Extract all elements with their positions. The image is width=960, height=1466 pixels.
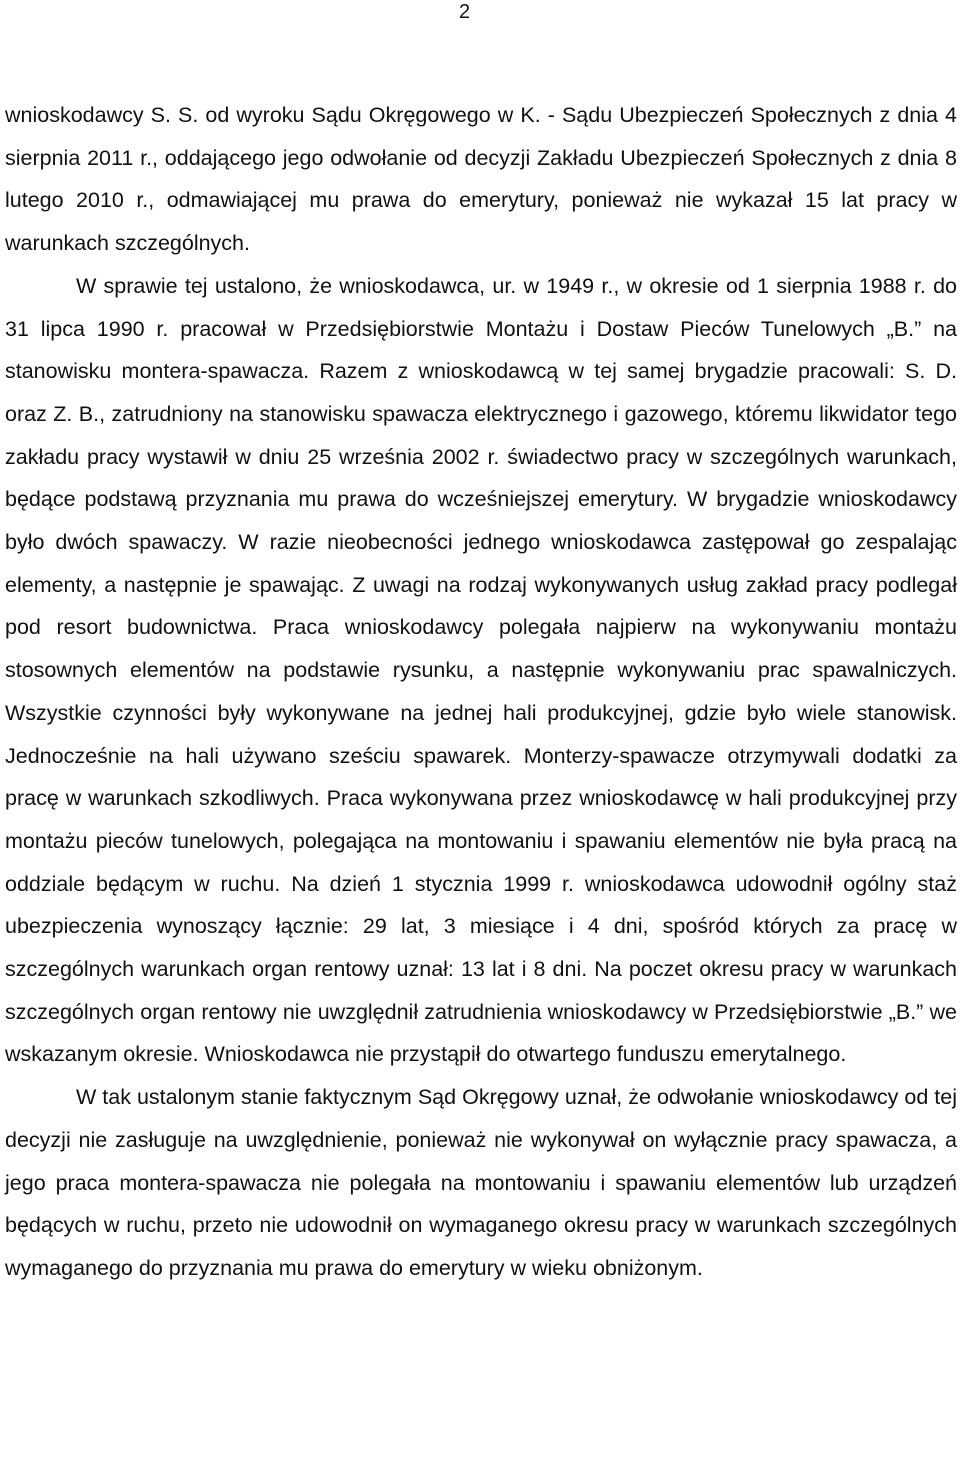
paragraph-court-ruling: W tak ustalonym stanie faktycznym Sąd Okręgowy uznał, że odwołanie wnioskodawcy od tej decyzji nie zasługuje na uwzględnienie, ponieważ nie wykonywał on wyłącznie pracy spawacza, a jego praca montera-spawacza nie polegała na montowaniu i spawaniu elementów lub urządzeń będących w ruchu, przeto nie udowodnił on wymaganego okresu pracy w warunkach szczególnych wymaganego do przyznania mu prawa do emerytury w wieku obniżonym. bbox=[5, 1085, 957, 1280]
paragraph-continuation: wnioskodawcy S. S. od wyroku Sądu Okręgowego w K. - Sądu Ubezpieczeń Społecznych z dnia 4 sierpnia 2011 r., oddającego jego odwołanie od decyzji Zakładu Ubezpieczeń Społecznych z dnia 8 lutego 2010 r., odmawiającej mu prawa do emerytury, ponieważ nie wykazał 15 lat pracy w warunkach szczególnych. bbox=[5, 103, 957, 256]
paragraph-facts: W sprawie tej ustalono, że wnioskodawca, ur. w 1949 r., w okresie od 1 sierpnia 1988 r. do 31 lipca 1990 r. pracował w Przedsiębiorstwie Montażu i Dostaw Pieców Tunelowych „B.” na stanowisku montera-spawacza. Razem z wnioskodawcą w tej samej brygadzie pracowali: S. D. oraz Z. B., zatrudniony na stanowisku spawacza elektrycznego i gazowego, któremu likwidator tego zakładu pracy wystawił w dniu 25 września 2002 r. świadectwo pracy w szczególnych warunkach, będące podstawą przyznania mu prawa do wcześniejszej emerytury. W brygadzie wnioskodawcy było dwóch spawaczy. W razie nieobecności jednego wnioskodawca zastępował go zespalając elementy, a następnie je spawając. Z uwagi na rodzaj wykonywanych usług zakład pracy podlegał pod resort budownictwa. Praca wnioskodawcy polegała najpierw na wykonywaniu montażu stosownych elementów na podstawie rysunku, a następnie wykonywaniu prac spawalniczych. Wszystkie czynności były wykonywane na jednej hali produkcyjnej, gdzie było wiele stanowisk. Jednocześnie na hali używano sześciu spawarek. Monterzy-spawacze otrzymywali dodatki za pracę w warunkach szkodliwych. Praca wykonywana przez wnioskodawcę w hali produkcyjnej przy montażu pieców tunelowych, polegająca na montowaniu i spawaniu elementów nie była pracą na oddziale będącym w ruchu. Na dzień 1 stycznia 1999 r. wnioskodawca udowodnił ogólny staż ubezpieczenia wynoszący łącznie: 29 lat, 3 miesiące i 4 dni, spośród których za pracę w szczególnych warunkach organ rentowy uznał: 13 lat i 8 dni. Na poczet okresu pracy w warunkach szczególnych organ rentowy nie uwzględnił zatrudnienia wnioskodawcy w Przedsiębiorstwie „B.” we wskazanym okresie. Wnioskodawca nie przystąpił do otwartego funduszu emerytalnego. bbox=[5, 273, 957, 1067]
page-number: 2 bbox=[458, 1, 471, 23]
document-body bbox=[5, 94, 957, 1290]
